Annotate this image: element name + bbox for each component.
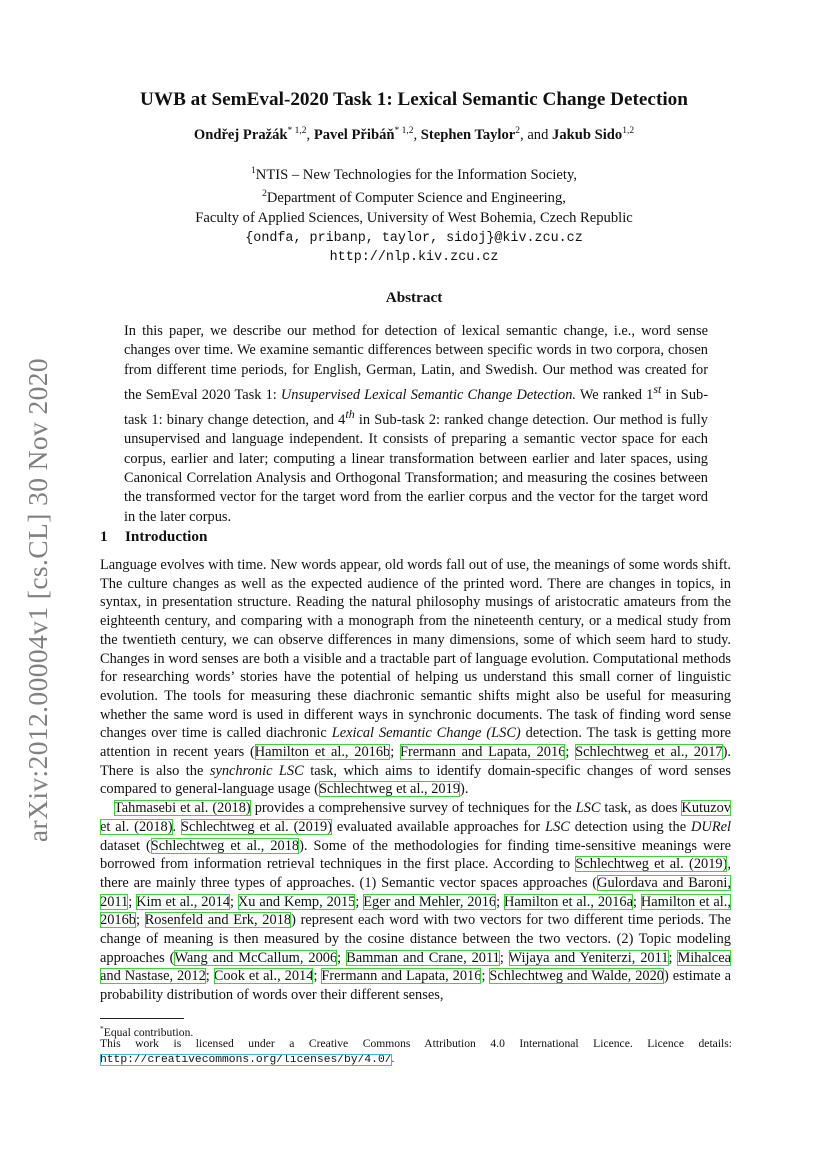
abstract-heading: Abstract	[385, 289, 443, 306]
group-website: http://nlp.kiv.zcu.cz	[329, 250, 499, 266]
citation-link[interactable]: Schlechtweg et al., 2018	[150, 837, 300, 854]
text: provides a comprehensive survey of techniques for the	[250, 800, 576, 817]
text: ;	[390, 744, 400, 761]
text: ) represent each word with two vectors for two different time periods. The change of meaning is then measured by the cosine distance between the two vectors. (2) Topic modeling approaches (	[100, 912, 731, 966]
text: ;	[499, 949, 509, 966]
footnote-text: This work is licensed under a Creative Commons Attribution 4.0 International Licence. Licence details:	[100, 1037, 732, 1050]
citation-link[interactable]: Mihalcea and Nastase, 2012	[100, 949, 731, 985]
citation-link[interactable]: Rosenfeld and Erk, 2018	[144, 912, 292, 929]
abstract-text: in Sub-task 2: ranked change detection. Our method is fully unsupervised and language independent. It consists of preparing a semantic vector space for each corpus, earlier and later; computing a linear transformation between earlier and later spaces, using Canonical Correlation Analysis and Orthogonal Transformation; and measuring the cosines between the transformed vector for the target word from the earlier corpus and the vector for the target word in the later corpus.	[124, 411, 708, 525]
text: ). Some of the methodologies for finding time-sensitive meanings were borrowed from information retrieval techniques in the first place. According to	[100, 837, 732, 873]
abstract-text: In this paper, we describe our method for detection of lexical semantic change, i.e., word sense changes over time. We examine semantic differences between specific words in two corpora, chosen from different time periods, for English, German, Latin, and Swedish. Our method was created for the SemEval 2020 Task 1:	[124, 323, 708, 403]
section-title: Introduction	[125, 528, 208, 545]
citation-link[interactable]: Hamilton et al., 2016a	[503, 893, 634, 910]
text: ;	[337, 949, 347, 966]
ordinal-suffix: th	[345, 407, 355, 422]
licence-link[interactable]: http://creativecommons.org/licenses/by/4.0/	[100, 1054, 392, 1067]
citation-link[interactable]: Wijaya and Yeniterzi, 2011	[508, 949, 669, 966]
affiliation-block	[0, 162, 828, 268]
footnote-divider	[100, 1018, 184, 1019]
text: ;	[355, 893, 364, 910]
text: dataset (	[100, 837, 151, 854]
author-name: Stephen Taylor	[420, 126, 516, 143]
citation-link[interactable]: Frermann and Lapata, 2016	[399, 744, 566, 761]
text: task, which aims to identify domain-specific changes of word senses compared to general-language usage (	[100, 762, 731, 798]
author-affiliation-mark: 1,2	[622, 126, 635, 136]
text: ;	[481, 968, 490, 985]
author-affiliation-mark: 2	[515, 126, 521, 136]
author-emails: {ondfa, pribanp, taylor, sidoj}@kiv.zcu.cz	[245, 230, 583, 246]
term: LSC	[575, 800, 601, 817]
abstract-body	[124, 322, 708, 527]
text: detection using the	[569, 818, 692, 835]
text: ). There is also the	[100, 744, 731, 779]
term: DURel	[691, 818, 731, 835]
citation-link[interactable]: Frermann and Lapata, 2016	[321, 968, 482, 985]
text: ;	[668, 949, 678, 966]
text: ;	[633, 893, 641, 910]
text: .	[172, 818, 182, 835]
text: Language evolves with time. New words appear, old words fall out of use, the meanings of some words shift. The culture changes as well as the expected audience of the printed word. There are changes in topics, in syntax, in presentation structure. Reading the natural philosophy musings of aristocratic amateurs from the eighteenth century, and comparing with a monograph from the nineteenth century, or a medical study from the twentieth century, we can observe differences in many dimensions, some of which seem hard to study. Changes in word senses are both a visible and a tractable part of language evolution. Computational methods for researching words’ stories have the potential of helping us understand this small corner of linguistic evolution. The tools for measuring these diachronic semantic shifts might also be useful for measuring whether the same word is used in different ways in synchronic documents. The task of finding word sense changes over time is called diachronic	[100, 557, 731, 742]
ordinal-suffix: st	[653, 382, 662, 397]
footnote-text: Equal contribution.	[103, 1025, 194, 1039]
citation-link[interactable]: Schlechtweg et al., 2017	[575, 744, 723, 761]
author-affiliation-mark: * 1,2	[394, 126, 414, 136]
footnote-licence	[100, 1036, 732, 1068]
text: ;	[135, 912, 145, 929]
author-name: Jakub Sido	[552, 126, 623, 143]
author-affiliation-mark: * 1,2	[287, 126, 307, 136]
text: detection. The task is getting more attention in recent years (	[100, 725, 731, 761]
author-conjunction: and	[527, 126, 549, 143]
citation-link[interactable]: Bamman and Crane, 2011	[346, 949, 500, 966]
citation-link[interactable]: Eger and Mehler, 2016	[363, 893, 497, 910]
citation-link[interactable]: Hamilton et al., 2016b	[254, 744, 391, 761]
citation-link[interactable]: Xu and Kemp, 2015	[237, 893, 356, 910]
affiliation-number: 1	[251, 166, 256, 176]
text: ) estimate a probability distribution of words over their different senses,	[100, 968, 731, 1004]
author-list: Ondřej Pražák$^{* 1,2}$, Pavel Přibáň$^{* 1,2}$, Stephen Taylor$^2$, and Jakub Sido$^{1,2}$	[193, 126, 635, 143]
affiliation-text: NTIS – New Technologies for the Information Society,	[255, 166, 577, 183]
text: ;	[496, 893, 504, 910]
arxiv-identifier: arXiv:2012.00004v1 [cs.CL] 30 Nov 2020	[22, 357, 53, 843]
citation-link[interactable]: Wang and McCallum, 2006	[174, 949, 338, 966]
abstract-text: We ranked 1	[576, 386, 654, 403]
term: LSC	[545, 818, 570, 835]
text: task, as does	[600, 800, 682, 817]
author-name: Pavel Přibáň	[313, 126, 395, 143]
citation-link[interactable]: Schlechtweg and Walde, 2020	[489, 968, 664, 985]
term: synchronic LSC	[209, 762, 304, 779]
citation-link[interactable]: Schlechtweg et al., 2019	[318, 781, 461, 798]
citation-link[interactable]: Kim et al., 2014	[136, 893, 231, 910]
footnote-text: .	[391, 1052, 395, 1066]
citation-link[interactable]: Schlechtweg et al. (2019)	[181, 818, 333, 835]
affiliation-text: Department of Computer Science and Engineering,	[266, 190, 566, 207]
paragraph	[100, 556, 731, 799]
text: ;	[205, 968, 214, 985]
affiliation-3: Faculty of Applied Sciences, University of West Bohemia, Czech Republic	[195, 209, 633, 226]
text: evaluated available approaches for	[332, 818, 546, 835]
abstract-text: in Sub-task 1: binary change detection, and 4	[124, 386, 708, 428]
term: Lexical Semantic Change (LSC)	[331, 725, 521, 742]
citation-link[interactable]: Tahmasebi et al. (2018)	[114, 800, 251, 817]
text: ;	[128, 893, 137, 910]
text: ).	[460, 781, 469, 798]
citation-link[interactable]: Cook et al., 2014	[213, 968, 314, 985]
text: ;	[230, 893, 238, 910]
citation-link[interactable]: Gulordava and Baroni, 2011	[100, 874, 731, 910]
affiliation-1	[0, 162, 828, 185]
text: ;	[313, 968, 322, 985]
affiliation-number: 2	[262, 189, 267, 200]
text: ;	[565, 744, 576, 761]
citation-link[interactable]: Schlechtweg et al. (2019)	[575, 856, 728, 873]
paper-title: UWB at SemEval-2020 Task 1: Lexical Semantic Change Detection	[140, 89, 688, 110]
text: , there are mainly three types of approaches. (1) Semantic vector spaces approaches (	[100, 856, 732, 891]
section-heading	[100, 528, 207, 546]
task-name: Unsupervised Lexical Semantic Change Detection.	[280, 386, 576, 403]
citation-link[interactable]: Hamilton et al., 2016b	[100, 893, 731, 929]
citation-link[interactable]: Kutuzov et al. (2018)	[100, 800, 731, 835]
introduction-body	[100, 556, 731, 1005]
footnote-mark: *	[100, 1024, 104, 1033]
affiliation-2	[0, 185, 828, 208]
author-name: Ondřej Pražák	[193, 126, 288, 143]
section-number: 1	[100, 528, 108, 545]
paragraph	[100, 799, 731, 1005]
arxiv-sidebar-stamp	[22, 355, 54, 845]
